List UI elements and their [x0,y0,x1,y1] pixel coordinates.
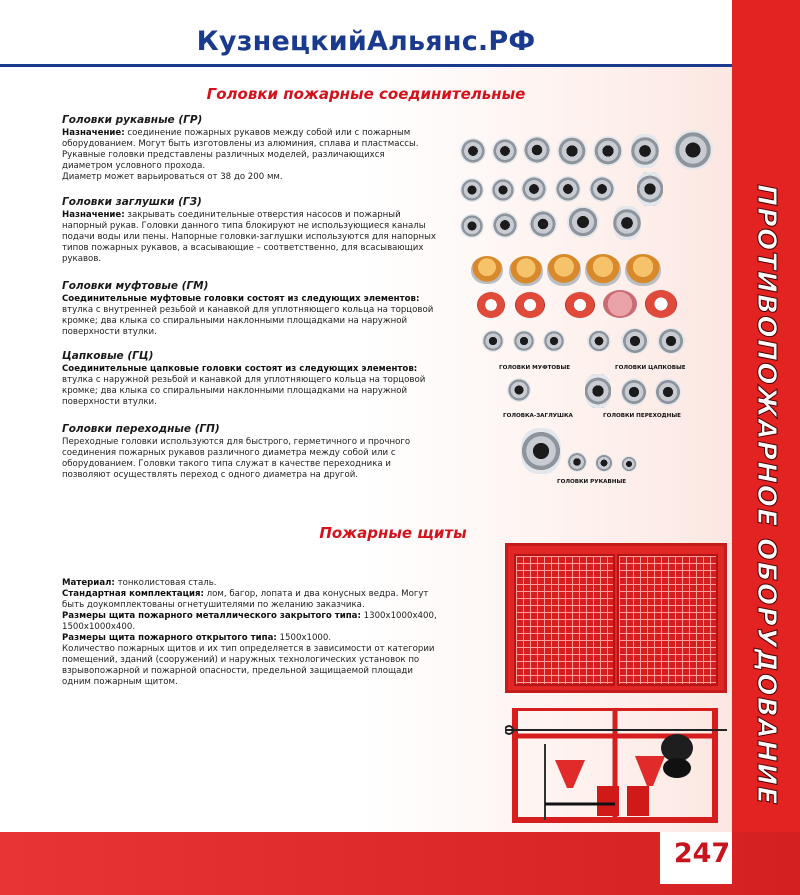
photo-label: ГОЛОВКИ ПЕРЕХОДНЫЕ [603,413,681,419]
coupling-image [507,378,531,402]
couplings-photo [455,126,725,496]
coupling-image [673,130,713,170]
subheading: Головки заглушки (ГЗ) [62,196,202,208]
coupling-image [460,214,484,238]
paragraph: Соединительные цапковые головки состоят из следующих элементов: втулка с наружной резьбой и канавкой для уплотняющего кольца на торцовой кромке; два клыка со спиральными наклонными площадками на наружной поверхности втулки. [62,364,426,407]
coupling-image [621,456,637,472]
coupling-image [587,330,611,352]
photo-label: ГОЛОВКИ МУФТОВЫЕ [499,365,571,371]
coupling-image [523,136,551,164]
photo-label: ГОЛОВКИ РУКАВНЫЕ [557,479,627,485]
shield-door [617,554,718,686]
plug-image [547,254,581,286]
coupling-image [567,452,587,472]
coupling-image [529,210,557,238]
coupling-image [565,292,595,318]
open-fire-shield-image [505,708,727,828]
coupling-image [645,290,677,318]
coupling-image [613,206,641,240]
coupling-image [460,138,486,164]
coupling-image [657,328,685,354]
coupling-image [491,178,515,202]
coupling-image [631,134,659,168]
subheading: Цапковые (ГЦ) [62,350,154,362]
coupling-image [603,290,637,318]
plug-image [509,256,543,286]
coupling-image [655,378,681,406]
coupling-image [557,136,587,166]
coupling-image [482,330,504,352]
plug-image [585,254,621,286]
paragraph: Соединительные муфтовые головки состоят из следующих элементов: втулка с внутренней резьбой и канавкой для уплотняющего кольца на торцовой кромке; два клыка со спиральными наклонными площадками на наружной поверхности втулки. [62,294,434,337]
plug-image [625,254,661,286]
closed-fire-shield-image [505,543,727,693]
coupling-image [555,176,581,202]
coupling-image [515,292,545,318]
photo-label: ГОЛОВКА-ЗАГЛУШКА [503,413,573,419]
coupling-image [567,206,599,238]
page-number: 247 [673,838,731,869]
subheading: Головки муфтовые (ГМ) [62,280,209,292]
photo-label: ГОЛОВКИ ЦАПКОВЫЕ [615,365,686,371]
coupling-image [477,292,505,318]
subheading: Головки рукавные (ГР) [62,114,203,126]
coupling-image [492,212,518,238]
plug-image [471,256,503,284]
coupling-image [585,374,611,408]
header-rule [0,64,732,67]
coupling-image [521,176,547,202]
coupling-image [492,138,518,164]
coupling-image [521,428,561,474]
shield-paragraph: Материал: тонколистовая сталь. Стандартная комплектация: лом, багор, лопата и два конусных ведра. Могут быть доукомплектованы огнетушителями по желанию заказчика. Размеры щита пожарного металлического закрытого типа: 1300х1000х400, 1500х1000х400. Размеры щита пожарного открытого типа: 1500х1000. Количество пожарных щитов и их тип определяется в зависимости от категории помещений, зданий (сооружений) и наружных технологических установок по взрывопожарной и пожарной опасности, предельной защищаемой площади одним пожарным щитом. [62,578,437,687]
site-title[interactable]: КузнецкийАльянс.РФ [196,26,536,57]
coupling-image [513,330,535,352]
coupling-image [621,328,649,354]
coupling-image [589,176,615,202]
subheading: Головки переходные (ГП) [62,423,220,435]
coupling-image [595,454,613,472]
paragraph: Назначение: закрывать соединительные отверстия насосов и пожарный напорный рукав. Головки данного типа блокируют не использующиеся каналы подачи воды или пены. Напорные головки-заглушки используются для напорных типов пожарных рукавов, а всасывающие – соответственно, для всасывающих рукавов. [62,210,436,264]
paragraph: Переходные головки используются для быстрого, герметичного и прочного соединения пожарных рукавов различного диаметра между собой или с оборудованием. Головки такого типа служат в качестве переходника и позволяют осуществлять переход с одного диаметра на другой. [62,437,411,480]
shield-door [514,554,615,686]
paragraph: Назначение: соединение пожарных рукавов между собой или с пожарным оборудованием. Могут быть изготовлены из алюминия, сплава и пластмассы. Рукавные головки представлены различных моделей, различающихся диаметром условного прохода. Диаметр может варьироваться от 38 до 200 мм. [62,128,419,182]
side-title: ПРОТИВОПОЖАРНОЕ ОБОРУДОВАНИЕ [751,184,781,806]
section-title-couplings: Головки пожарные соединительные [206,85,526,103]
coupling-image [593,136,623,166]
section-title-shields: Пожарные щиты [319,524,467,542]
coupling-image [460,178,484,202]
coupling-image [543,330,565,352]
coupling-image [621,378,647,406]
coupling-image [637,172,663,206]
